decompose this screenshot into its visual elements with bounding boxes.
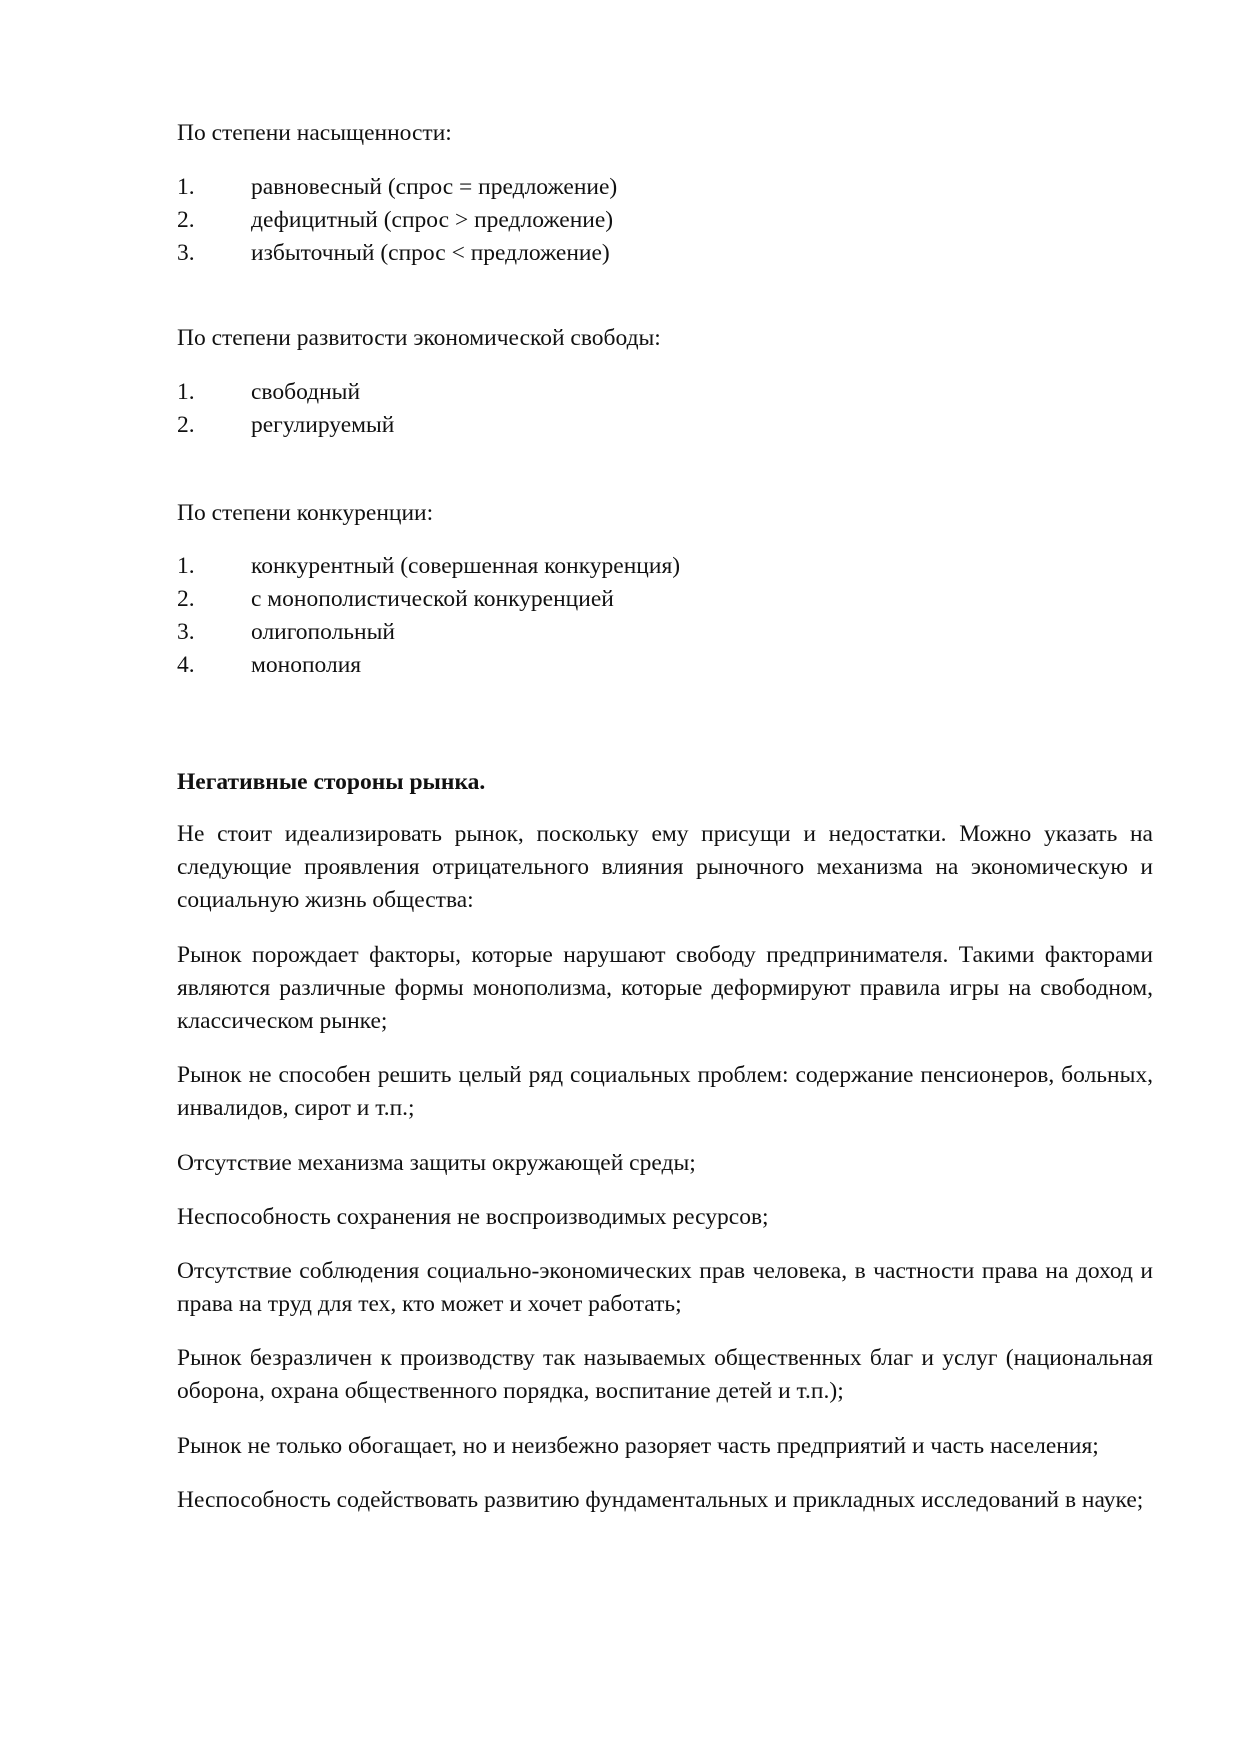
saturation-list (177, 171, 617, 270)
saturation-heading: По степени насыщенности: (177, 120, 452, 146)
list-text: дефицитный (спрос > предложение) (251, 207, 614, 233)
list-item (177, 583, 680, 616)
list-item (177, 550, 680, 583)
paragraph: Неспособность сохранения не воспроизводимых ресурсов; (177, 1204, 769, 1230)
list-number: 3. (177, 619, 195, 645)
section-title: Негативные стороны рынка. (177, 769, 486, 795)
list-item (177, 204, 617, 237)
list-number: 2. (177, 586, 195, 612)
list-text: конкурентный (совершенная конкуренция) (251, 553, 681, 579)
freedom-list (177, 376, 394, 442)
competition-list (177, 550, 680, 682)
list-text: с монополистической конкуренцией (251, 586, 614, 612)
list-number: 2. (177, 412, 195, 438)
paragraph: Рынок не только обогащает, но и неизбежно разоряет часть предприятий и часть населения; (177, 1433, 1099, 1459)
list-text: олигопольный (251, 619, 395, 645)
list-text: свободный (251, 379, 361, 405)
list-number: 1. (177, 379, 195, 405)
list-item (177, 171, 617, 204)
paragraph: Рынок порождает факторы, которые нарушают свободу предпринимателя. Такими факторами являются различные формы монополизма, которые деформируют правила игры на свободном, классическом рынке; (177, 942, 1153, 1034)
list-item (177, 237, 617, 270)
list-item (177, 616, 680, 649)
list-number: 2. (177, 207, 195, 233)
freedom-heading: По степени развитости экономической свободы: (177, 325, 661, 351)
paragraph: Отсутствие соблюдения социально-экономических прав человека, в частности права на доход и права на труд для тех, кто может и хочет работать; (177, 1258, 1153, 1317)
list-number: 1. (177, 553, 195, 579)
paragraph: Рынок не способен решить целый ряд социальных проблем: содержание пенсионеров, больных, инвалидов, сирот и т.п.; (177, 1062, 1153, 1121)
list-number: 4. (177, 652, 195, 678)
paragraph: Отсутствие механизма защиты окружающей среды; (177, 1150, 696, 1176)
list-text: монополия (251, 652, 362, 678)
paragraph: Не стоит идеализировать рынок, поскольку ему присущи и недостатки. Можно указать на следующие проявления отрицательного влияния рыночного механизма на экономическую и социальную жизнь общества: (177, 821, 1153, 913)
list-item (177, 376, 394, 409)
paragraph: Рынок безразличен к производству так называемых общественных благ и услуг (национальная оборона, охрана общественного порядка, воспитание детей и т.п.); (177, 1345, 1153, 1404)
paragraph: Неспособность содействовать развитию фундаментальных и прикладных исследований в науке; (177, 1487, 1144, 1513)
list-text: регулируемый (251, 412, 395, 438)
list-item (177, 649, 680, 682)
list-number: 1. (177, 174, 195, 200)
competition-heading: По степени конкуренции: (177, 500, 434, 526)
list-item (177, 409, 394, 442)
list-text: избыточный (спрос < предложение) (251, 240, 610, 266)
list-text: равновесный (спрос = предложение) (251, 174, 618, 200)
list-number: 3. (177, 240, 195, 266)
